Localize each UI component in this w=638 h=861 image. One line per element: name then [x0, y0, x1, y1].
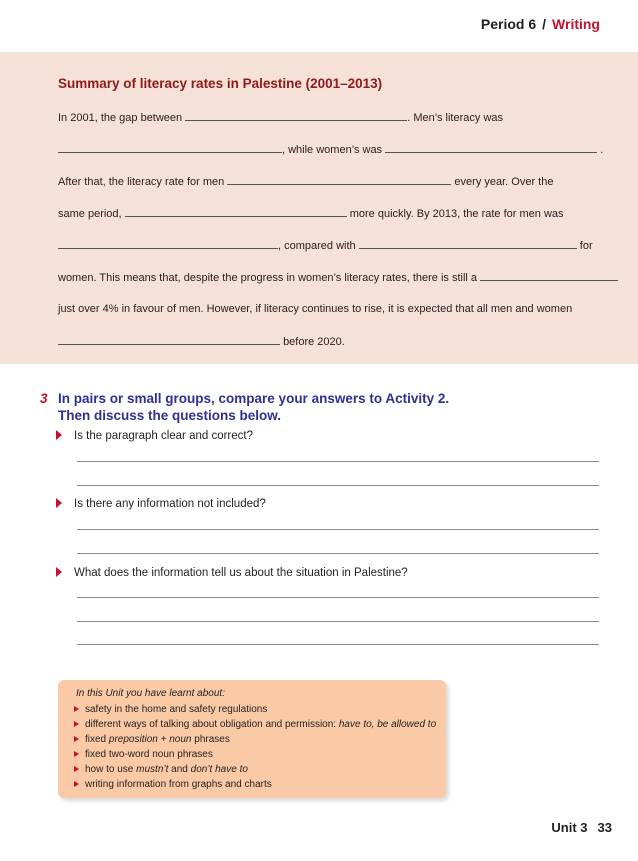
learnt-item-text: writing information from graphs and charts — [85, 779, 272, 790]
question-text: What does the information tell us about the situation in Palestine? — [74, 567, 408, 579]
summary-line-1 — [58, 110, 503, 124]
bullet-arrow-icon — [74, 736, 79, 742]
learnt-summary-box — [58, 680, 446, 798]
blank-field[interactable] — [125, 206, 347, 217]
page-header — [481, 16, 600, 32]
question-2 — [56, 498, 266, 510]
summary-line-5 — [58, 238, 593, 252]
bullet-arrow-icon — [56, 498, 62, 508]
answer-line[interactable] — [77, 485, 599, 486]
bullet-arrow-icon — [74, 751, 79, 757]
learnt-item-text: safety in the home and safety regulations — [85, 704, 268, 715]
learnt-item-text: how to use — [85, 764, 137, 775]
activity-number: 3 — [40, 391, 48, 406]
learnt-list — [74, 702, 436, 792]
learnt-item-text: and — [168, 764, 191, 775]
blank-field[interactable] — [385, 142, 597, 153]
summary-text: After that, the literacy rate for men — [58, 176, 225, 188]
learnt-item-italic: don’t have to — [190, 764, 248, 775]
learnt-item-text: phrases — [191, 734, 230, 745]
summary-text: every year. Over the — [454, 176, 554, 188]
question-3 — [56, 567, 408, 579]
blank-field[interactable] — [58, 142, 282, 153]
blank-field[interactable] — [58, 334, 280, 345]
summary-text: In 2001, the gap between — [58, 112, 183, 124]
question-text: Is there any information not included? — [74, 498, 266, 510]
summary-text: . Men’s literacy was — [407, 112, 504, 124]
summary-line-6 — [58, 270, 618, 284]
learnt-item — [74, 762, 436, 777]
summary-text: . — [600, 144, 604, 156]
summary-line-2 — [58, 142, 603, 156]
summary-text: , compared with — [278, 240, 356, 252]
learnt-item — [74, 747, 436, 762]
learnt-item — [74, 777, 436, 792]
blank-field[interactable] — [359, 238, 577, 249]
bullet-arrow-icon — [74, 766, 79, 772]
learnt-item-italic: mustn’t — [136, 764, 169, 775]
page-number: 33 — [597, 820, 612, 835]
summary-text: just over 4% in favour of men. However, if literacy continues to rise, it is expected that all men and women — [58, 303, 573, 315]
blank-field[interactable] — [58, 238, 278, 249]
answer-line[interactable] — [77, 644, 599, 645]
learnt-item-text: different ways of talking about obligation and permission: — [85, 719, 339, 730]
bullet-arrow-icon — [74, 781, 79, 787]
period-label: Period 6 — [480, 16, 537, 32]
summary-text: before 2020. — [283, 336, 345, 348]
learnt-item-italic: have to, be allowed to — [338, 719, 437, 730]
page-footer — [551, 820, 612, 835]
answer-line[interactable] — [77, 553, 599, 554]
section-label: Writing — [552, 16, 600, 32]
instruction-line: Then discuss the questions below. — [58, 408, 282, 423]
summary-line-7 — [58, 302, 572, 316]
question-text: Is the paragraph clear and correct? — [74, 430, 253, 442]
bullet-arrow-icon — [74, 721, 79, 727]
answer-line[interactable] — [77, 621, 599, 622]
summary-text: same period, — [58, 208, 122, 220]
summary-text: , while women’s was — [282, 144, 383, 156]
learnt-item — [74, 717, 436, 732]
learnt-item — [74, 732, 436, 747]
answer-line[interactable] — [77, 597, 599, 598]
question-1 — [56, 430, 253, 442]
blank-field[interactable] — [185, 110, 407, 121]
summary-text: more quickly. By 2013, the rate for men was — [349, 208, 564, 220]
bullet-arrow-icon — [74, 706, 79, 712]
bullet-arrow-icon — [56, 430, 62, 440]
bullet-arrow-icon — [56, 567, 62, 577]
learnt-item-text: fixed two-word noun phrases — [85, 749, 213, 760]
summary-line-8 — [58, 334, 345, 348]
activity-instruction — [58, 390, 478, 424]
header-separator: / — [542, 16, 547, 32]
learnt-item-text: fixed — [85, 734, 109, 745]
summary-line-3 — [58, 174, 553, 188]
answer-line[interactable] — [77, 461, 599, 462]
answer-line[interactable] — [77, 529, 599, 530]
summary-text: women. This means that, despite the progress in women’s literacy rates, there is still a — [58, 272, 478, 284]
unit-label: Unit 3 — [551, 820, 588, 835]
learnt-item — [74, 702, 436, 717]
blank-field[interactable] — [480, 270, 618, 281]
summary-line-4 — [58, 206, 564, 220]
learnt-title: In this Unit you have learnt about: — [76, 688, 225, 699]
blank-field[interactable] — [227, 174, 451, 185]
summary-text: for — [579, 240, 593, 252]
learnt-item-italic: preposition + noun — [108, 734, 192, 745]
activity-3 — [40, 390, 450, 423]
instruction-line: In pairs or small groups, compare your answers to Activity 2. — [58, 391, 450, 406]
summary-title: Summary of literacy rates in Palestine (2001–2013) — [58, 76, 383, 91]
